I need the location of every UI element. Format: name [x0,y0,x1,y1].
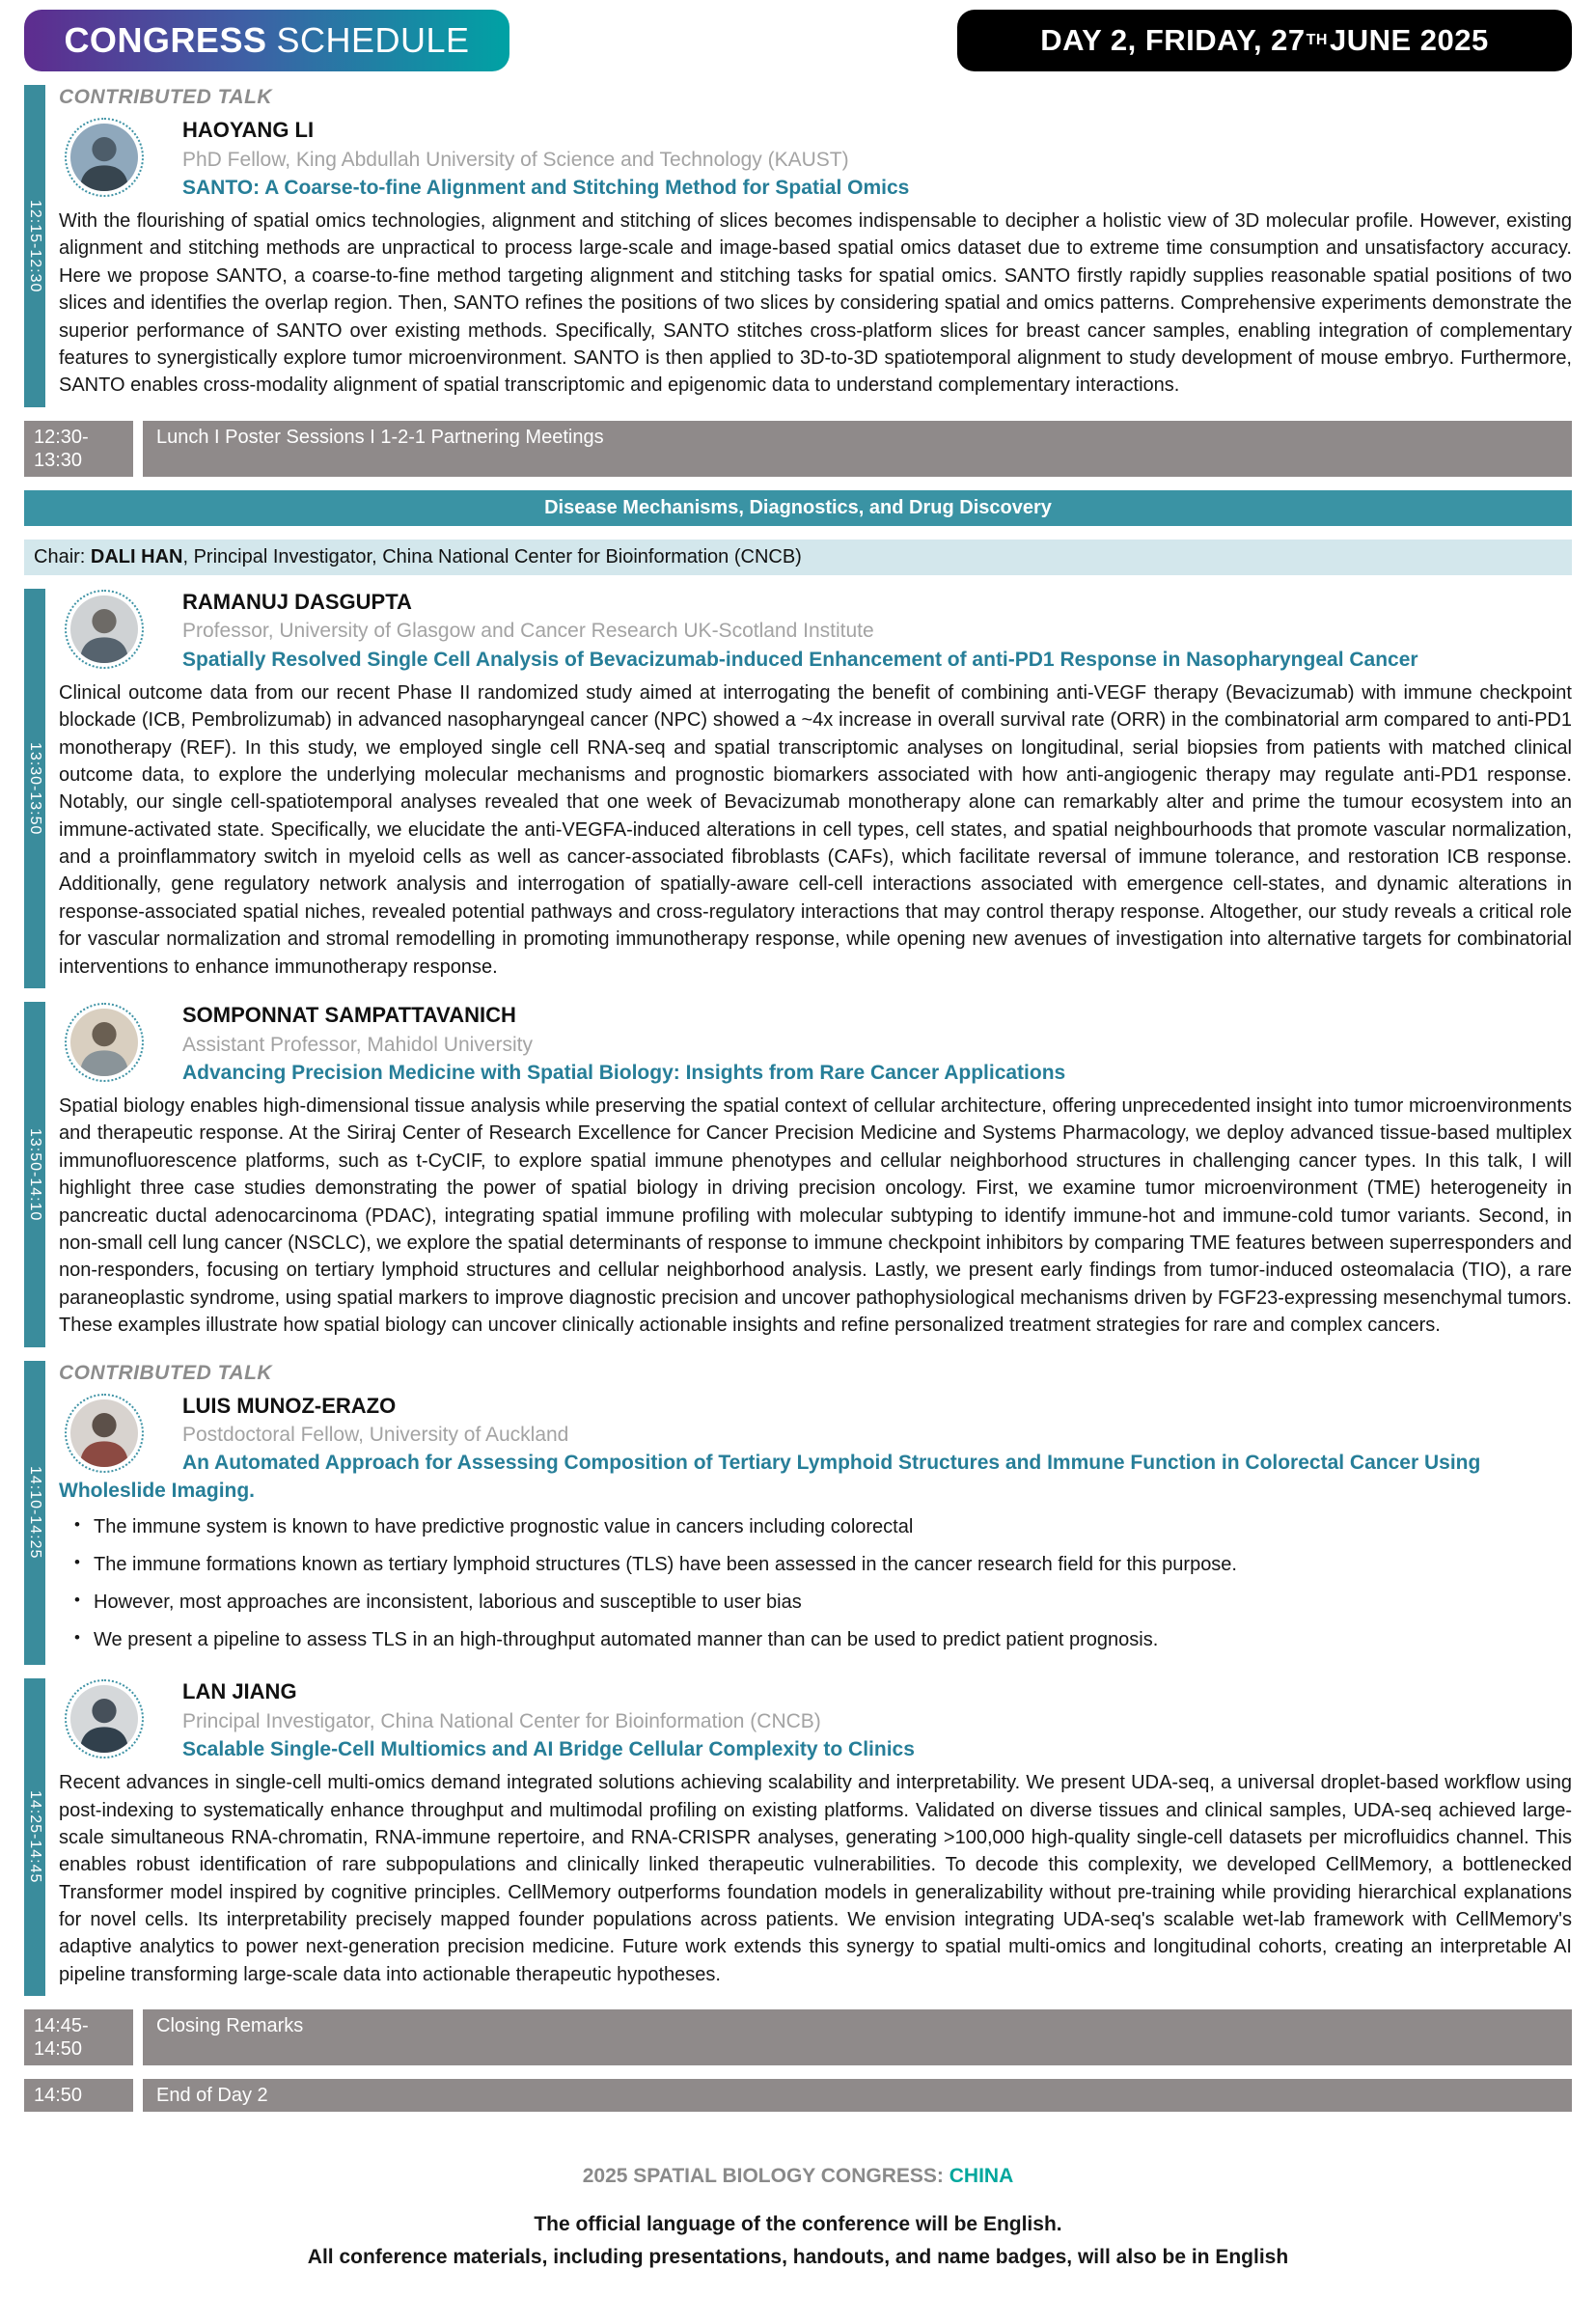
speaker-name: HAOYANG LI [182,118,315,142]
date-suffix: JUNE 2025 [1329,23,1489,57]
talk-abstract: With the flourishing of spatial omics technologies, alignment and stitching of slices becomes indispensable to decipher a holistic view of 3D molecular profile. However, existing alignment and stitching methods are unpractical to process large-scale and image-based spatial omics dataset due to extreme time consumption and unsatisfactory accuracy. Here we propose SANTO, a coarse-to-fine method targeting alignment and stitching tasks for spatial omics. SANTO firstly rapidly supplies reasonable spatial positions of two slices and identifies the overlap region. Then, SANTO refines the positions of two slices by considering spatial and omics patterns. Comprehensive experiments demonstrate the superior performance of SANTO over existing methods. Specifically, SANTO stitches cross-platform slices for breast cancer samples, enabling integration of complementary features to synergistically explore tumor microenvironment. SANTO is then applied to 3D-to-3D spatiotemporal alignment to study development of mouse embryo. Furthermore, SANTO enables cross-modality alignment of spatial transcriptomic and epigenomic data to understand complementary interactions. [59,210,1572,397]
bullet-item: • We present a pipeline to assess TLS in an high-throughput automated manner than can be used to predict patient prognosis. [72,1627,1572,1652]
speaker-header [59,589,1572,676]
end-label: End of Day 2 [143,2079,1572,2112]
lunch-label: Lunch I Poster Sessions I 1-2-1 Partnering Meetings [143,421,1572,477]
speaker-name: RAMANUJ DASGUPTA [182,589,412,614]
person-icon [70,1009,138,1076]
talk-content [45,1361,1572,1666]
speaker-role: Principal Investigator, China National Center for Bioinformation (CNCB) [182,1709,821,1732]
speaker-role: PhD Fellow, King Abdullah University of Science and Technology (KAUST) [182,148,849,171]
speaker-header [59,1002,1572,1089]
speaker-avatar [65,1394,144,1473]
chair-affiliation: , Principal Investigator, China National Center for Bioinformation (CNCB) [182,545,802,568]
contributed-talk-label: CONTRIBUTED TALK [59,1361,273,1384]
talk-abstract: Clinical outcome data from our recent Phase II randomized study aimed at interrogating the benefit of combining anti-VEGF therapy (Bevacizumab) with immune checkpoint blockade (ICB, Pembrolizumab) in advanced nasopharyngeal cancer (NPC) showed a ~4x increase in overall survival rate (ORR) in the combinatorial arm compared to anti-PD1 monotherapy (REF). In this study, we employed single cell RNA-seq and spatial transcriptomic analyses on longitudinal, serial biopsies from patients with matched clinical outcome data, to explore the underlying molecular mechanisms and prognostic biomarkers associated with how anti-angiogenic therapy may regulate anti-PD1 response. Notably, our single cell-spatiotemporal analyses revealed that one week of Bevacizumab monotherapy alone can remarkably alter and prime the tumour ecosystem into an immune-activated state. Specifically, we elucidate the anti-VEGFA-induced alterations in cell types, cell states, and spatial neighbourhoods that promote vascular normalization, and a proinflammatory switch in myeloid cells as well as cancer-associated fibroblasts (CAFs), which facilitate reversal of immune tolerance, and restoration ICB response. Additionally, gene regulatory network analysis and interrogation of spatially-aware cell-cell interactions associated with emergence cell-states, and dynamic alterations in response-associated spatial niches, revealed potential pathways and cross-regulatory interactions that may control therapy response. Altogether, our study reveals a critical role for vascular normalization and stromal remodelling in promoting immunotherapy response, while opening new avenues of investigation into alternative targets for combinatorial interventions to enhance immunotherapy response. [59,681,1572,978]
official-language-note: The official language of the conference will be English. [534,2213,1062,2236]
person-icon [70,1399,138,1467]
day-date-banner [957,10,1572,71]
chair-name: DALI HAN [90,545,183,568]
talk-bullet-list [72,1514,1572,1652]
person-icon [70,124,138,191]
speaker-name: LUIS MUNOZ-ERAZO [182,1393,397,1418]
session-title-bar: Disease Mechanisms, Diagnostics, and Drug Discovery [24,490,1572,526]
person-icon [70,1685,138,1753]
brand-title-light: SCHEDULE [276,20,470,60]
speaker-role: Postdoctoral Fellow, University of Auckland [182,1424,569,1447]
contributed-talk-label: CONTRIBUTED TALK [59,86,273,108]
date-prefix: DAY 2, FRIDAY, 27 [1040,23,1306,57]
congress-name-line [24,2165,1572,2188]
talk-content [45,1678,1572,1996]
speaker-header [59,1393,1572,1506]
closing-label: Closing Remarks [143,2009,1572,2065]
brand-title-bold: CONGRESS [64,20,267,60]
talk-title: Advancing Precision Medicine with Spatial Biology: Insights from Rare Cancer Applications [182,1061,1066,1084]
talk-abstract: Recent advances in single-cell multi-omics demand integrated solutions achieving scalability and interpretability. We present UDA-seq, a universal droplet-based workflow using post-indexing to systematically enhance throughput and multimodal profiling on existing platforms. Validated on diverse tissues and clinical samples, UDA-seq achieved large-scale simultaneous RNA-chromatin, RNA-immune repertoire, and RNA-CRISPR analyses, generating >100,000 high-quality single-cell datasets per microfluidics channel. This enables robust identification of rare subpopulations and clinically linked therapeutic vulnerabilities. To decode this complexity, we developed CellMemory, a bottlenecked Transformer model inspired by cognitive principles. CellMemory outperforms foundation models in generalizability without pre-training while providing hierarchical explanations for novel cells. Its interpretability precisely mapped founder populations across patients. We envision integrating UDA-seq's scalable wet-lab framework with CellMemory's adaptive analytics to power next-generation precision medicine. Future work extends this synergy to spatial multi-omics and longitudinal cohorts, creating an interpretable AI pipeline transforming large-scale data into actionable therapeutic hypotheses. [59,1772,1572,1985]
speaker-role: Professor, University of Glasgow and Cancer Research UK-Scotland Institute [182,620,874,643]
congress-name-country: CHINA [949,2165,1014,2188]
talk-block-luis-munoz-erazo [24,1361,1572,1666]
bullet-item: • The immune system is known to have predictive prognostic value in cancers including colorectal [72,1514,1572,1539]
congress-schedule-banner [24,10,509,71]
talk-block-haoyang-li [24,85,1572,407]
lunch-bar [24,421,1572,477]
talk-time-label: 13:50-14:10 [24,1002,45,1347]
talk-block-lan-jiang [24,1678,1572,1996]
page-header [24,10,1572,71]
speaker-name: LAN JIANG [182,1679,297,1704]
end-time: 14:50 [24,2079,133,2112]
end-of-day-bar [24,2079,1572,2112]
bullet-item: • The immune formations known as tertiary lymphoid structures (TLS) have been assessed in the cancer research field for this purpose. [72,1552,1572,1577]
date-ordinal: TH [1306,32,1328,48]
speaker-role: Assistant Professor, Mahidol University [182,1033,533,1056]
speaker-name: SOMPONNAT SAMPATTAVANICH [182,1003,516,1028]
talk-time-label: 14:25-14:45 [24,1678,45,1996]
speaker-avatar [65,118,144,197]
talk-content [45,85,1572,407]
page-footer [24,2165,1572,2269]
bullet-item: • However, most approaches are inconsistent, laborious and susceptible to user bias [72,1590,1572,1615]
talk-time-label: 14:10-14:25 [24,1361,45,1666]
talk-title: Spatially Resolved Single Cell Analysis of Bevacizumab-induced Enhancement of anti-PD1 Response in Nasopharyngeal Cancer [182,648,1418,671]
talk-content [45,589,1572,988]
speaker-header [59,117,1572,204]
speaker-avatar [65,1003,144,1082]
talk-block-ramanuj-dasgupta [24,589,1572,988]
lunch-time: 12:30-13:30 [24,421,133,477]
person-icon [70,595,138,663]
talk-block-somponnat-sampattavanich [24,1002,1572,1347]
talk-abstract: Spatial biology enables high-dimensional tissue analysis while preserving the spatial context of cellular architecture, offering unprecedented insight into tumor microenvironments and therapeutic response. At the Siriraj Center of Research Excellence for Cancer Precision Medicine and Systems Pharmacology, we deploy advanced tissue-based multiplex immunofluorescence platforms, such as t-CyCIF, to explore spatial immune phenotypes and cellular neighborhood structures in challenging cancer types. In this talk, I will highlight three case studies demonstrating the power of spatial biology in driving precision oncology. First, we examine tumor microenvironment (TME) heterogeneity in pancreatic ductal adenocarcinoma (PDAC), integrating spatial immune profiling with molecular subtyping to identify immune-hot and immune-cold tumor variants. Second, in non-small cell lung cancer (NSCLC), we explore the spatial determinants of response to immune checkpoint inhibitors by comparing TME features between superresponders and non-responders, focusing on tertiary lymphoid structures and cellular neighborhood analysis. Lastly, we present early findings from tumor-induced osteomalacia (TIO), a rare paraneoplastic syndrome, using spatial markers to improve diagnostic precision and uncover pathophysiological mechanisms driven by FGF23-expressing mesenchymal tumors. These examples illustrate how spatial biology can uncover clinically actionable insights and refine personalized treatment strategies for rare and complex cancers. [59,1095,1572,1337]
speaker-avatar [65,590,144,669]
closing-remarks-bar [24,2009,1572,2065]
talk-time-label: 13:30-13:50 [24,589,45,988]
chair-prefix: Chair: [34,545,91,568]
congress-name-gray: 2025 SPATIAL BIOLOGY CONGRESS: [582,2165,949,2188]
talk-title: Scalable Single-Cell Multiomics and AI Bridge Cellular Complexity to Clinics [182,1738,915,1761]
session-chair-bar [24,540,1572,575]
speaker-header [59,1678,1572,1765]
materials-language-note: All conference materials, including presentations, handouts, and name badges, will also be in English [307,2246,1289,2269]
closing-time: 14:45-14:50 [24,2009,133,2065]
talk-time-label: 12:15-12:30 [24,85,45,407]
speaker-avatar [65,1679,144,1758]
talk-title: SANTO: A Coarse-to-fine Alignment and Stitching Method for Spatial Omics [182,176,910,199]
talk-content [45,1002,1572,1347]
talk-title: An Automated Approach for Assessing Composition of Tertiary Lymphoid Structures and Immune Function in Colorectal Cancer Using Wholeslide Imaging. [59,1452,1481,1502]
